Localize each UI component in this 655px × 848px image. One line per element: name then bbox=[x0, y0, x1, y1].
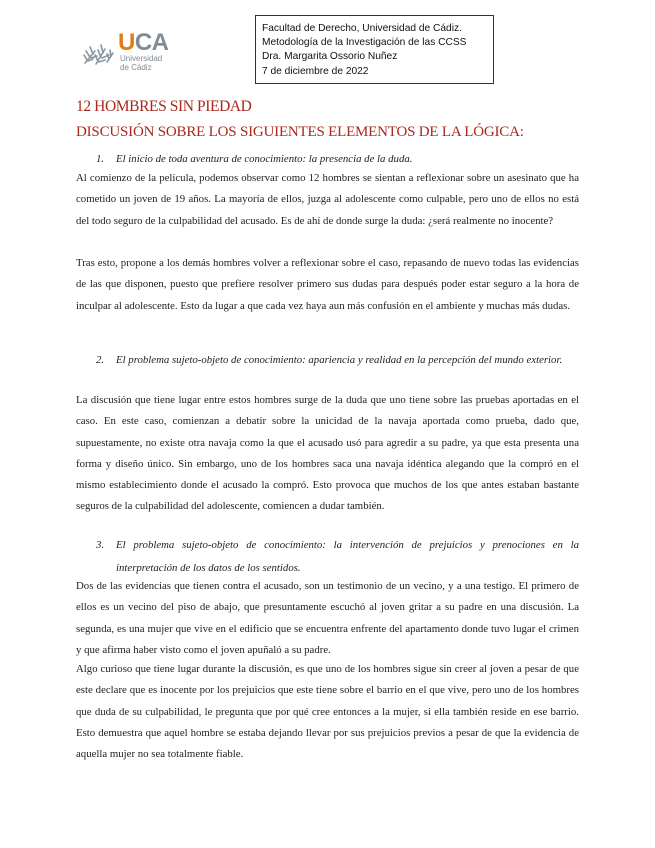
section-heading-3: 3. El problema sujeto-objeto de conocimiento: la intervención de prejuicios y prenociones en la interpretación de los datos de los sentidos. bbox=[96, 539, 579, 574]
paragraph-3-1: Dos de las evidencias que tienen contra el acusado, son un testimonio de un vecino, y a una testigo. El primero de ellos es un vecino del piso de abajo, que presuntamente escuchó al joven gritar a su padre en una discusión. La segunda, es una mujer que vive en el edificio que se encuentra enfrente del apartamento donde tuvo lugar el crimen y que afirma haber visto como el joven apuñaló a su padre. bbox=[76, 580, 579, 656]
section-heading-1: 1. El inicio de toda aventura de conocimiento: la presencia de la duda. bbox=[96, 153, 413, 165]
document-title: 12 HOMBRES SIN PIEDAD bbox=[76, 98, 252, 115]
university-logo bbox=[82, 29, 182, 72]
date-line: 7 de diciembre de 2022 bbox=[262, 65, 369, 77]
brand-wordmark: UCA bbox=[118, 29, 169, 56]
section-subtitle: DISCUSIÓN SOBRE LOS SIGUIENTES ELEMENTOS DE LA LÓGICA: bbox=[76, 124, 524, 140]
paragraph-3-2: Algo curioso que tiene lugar durante la discusión, es que uno de los hombres sigue sin creer al joven a pesar de que este declare que es inocente por los prejuicios que este tiene sobre el barrio en el que vive, pero uno de los hombres que duda de su culpabilidad, le pregunta que por qué cree entonces a la mujer, si ella también reside en ese barrio. Esto demuestra que aquel hombre se estaba dejando llevar por sus prejuicios previos a pesar de que la evidencia de aquella mujer no sea totalmente fiable. bbox=[76, 663, 579, 761]
ornamental-branches-icon bbox=[82, 34, 116, 66]
course-info-box bbox=[255, 15, 494, 84]
course-line: Metodología de la Investigación de las CCSS bbox=[262, 37, 467, 49]
brand-subtitle: Universidad de Cádiz bbox=[120, 54, 163, 72]
paragraph-1-1: Al comienzo de la película, podemos observar como 12 hombres se sientan a reflexionar sobre un asesinato que ha cometido un joven de 19 años. La mayoría de ellos, juzga al adolescente como culpable, pero uno de ellos no está del todo seguro de la culpabilidad del acusado. Es de ahí de donde surge la duda: ¿será realmente no inocente? bbox=[76, 172, 579, 227]
professor-line: Dra. Margarita Ossorio Nuñez bbox=[262, 51, 398, 63]
paragraph-2-1: La discusión que tiene lugar entre estos hombres surge de la duda que uno tiene sobre las pruebas aportadas en el caso. En este caso, comienzan a debatir sobre la unicidad de la navaja aportada como prueba, dado que, supuestamente, no existe otra navaja como la que el acusado usó para agredir a su padre, ya que esta presenta una forma y diseño único. Sin embargo, uno de los hombres saca una navaja idéntica alegando que la compró en el mismo establecimiento donde el acusado la compró. Esto provoca que muchos de los que antes estaban bastante seguros de la culpabilidad del adolescente, comiencen a dudar también. bbox=[76, 394, 579, 513]
section-heading-2: 2. El problema sujeto-objeto de conocimiento: apariencia y realidad en la percepción del mundo exterior. bbox=[96, 354, 563, 366]
faculty-line: Facultad de Derecho, Universidad de Cádiz. bbox=[262, 23, 462, 34]
paragraph-1-2: Tras esto, propone a los demás hombres volver a reflexionar sobre el caso, repasando de nuevo todas las evidencias de las que disponen, puesto que prefiere resolver primero sus dudas para después poder estar seguro a la hora de inculpar al adolescente. Esto da lugar a que cada vez haya aun más confusión en el ambiente y muchas más dudas. bbox=[76, 257, 579, 312]
